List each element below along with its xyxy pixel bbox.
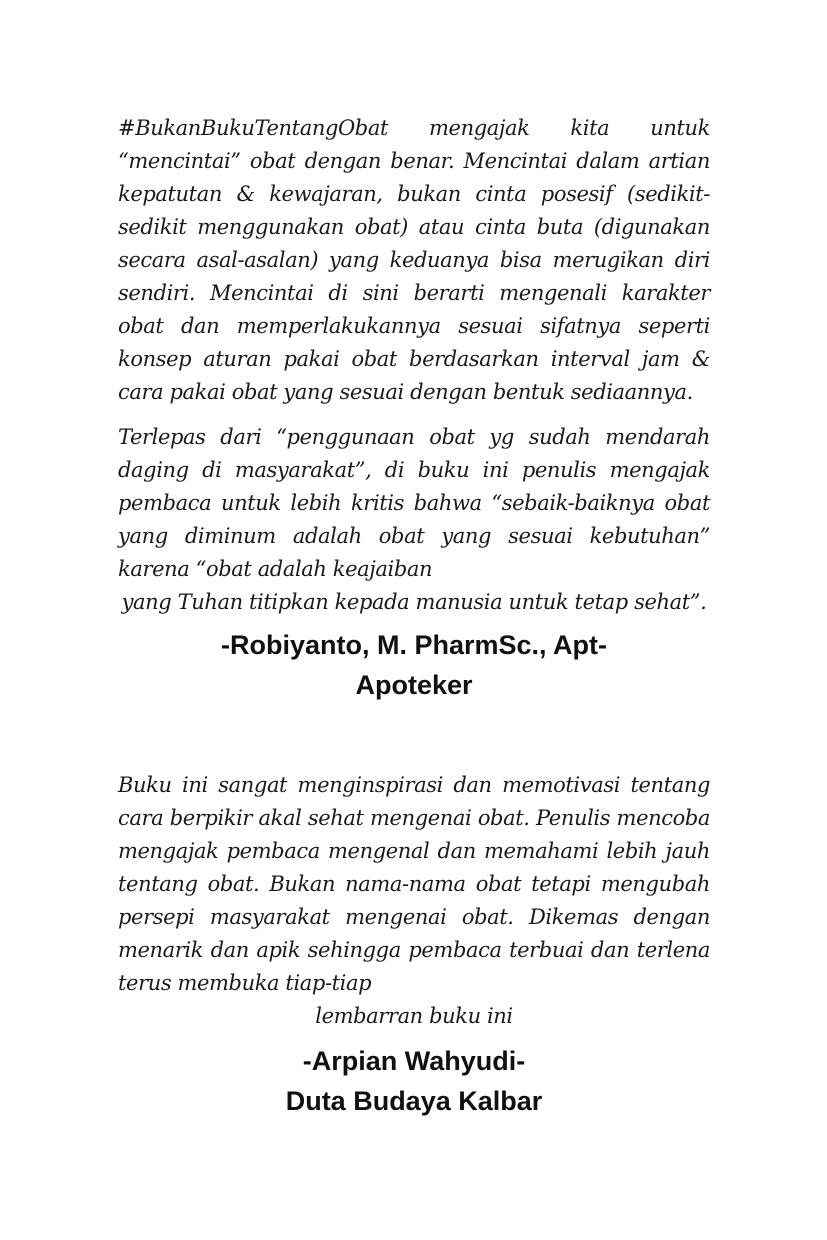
- testimonial-1: [118, 112, 710, 705]
- testimonial-2: [118, 769, 710, 1121]
- testimonial-1-author: -Robiyanto, M. PharmSc., Apt-: [220, 630, 607, 660]
- testimonial-2-paragraph-1-body: Buku ini sangat menginspirasi dan memotivasi tentang cara berpikir akal sehat mengenai obat. Penulis mencoba mengajak pembaca mengenal dan memahami lebih jauh tentang obat. Bukan nama-nama obat tetapi mengubah persepi masyarakat mengenai obat. Dikemas dengan menarik dan apik sehingga pembaca terbuai dan terlena terus membuka tiap-tiap: [118, 773, 710, 995]
- page-content: [118, 112, 710, 1121]
- testimonial-1-paragraph-2: [118, 421, 710, 619]
- testimonial-1-role: Apoteker: [355, 670, 473, 700]
- section-spacer: [118, 705, 710, 769]
- testimonial-1-paragraph-1: #BukanBukuTentangObat mengajak kita untuk “mencintai” obat dengan benar. Mencintai dalam artian kepatutan & kewajaran, bukan cinta posesif (sedikit-sedikit menggunakan obat) atau cinta buta (digunakan secara asal-asalan) yang keduanya bisa merugikan diri sendiri. Mencintai di sini berarti mengenali karakter obat dan memperlakukannya sesuai sifatnya seperti konsep aturan pakai obat berdasarkan interval jam & cara pakai obat yang sesuai dengan bentuk sediaannya.: [118, 116, 710, 404]
- testimonial-2-paragraph-1-closing-line: lembarran buku ini: [315, 1004, 513, 1028]
- testimonial-2-paragraph-1: [118, 769, 710, 1033]
- testimonial-2-role: Duta Budaya Kalbar: [285, 1086, 543, 1116]
- testimonial-1-paragraph-2-closing-line: yang Tuhan titipkan kepada manusia untuk tetap sehat”.: [121, 590, 707, 614]
- testimonial-2-author: -Arpian Wahyudi-: [302, 1046, 526, 1076]
- testimonial-1-paragraph-2-body: Terlepas dari “penggunaan obat yg sudah mendarah daging di masyarakat”, di buku ini penulis mengajak pembaca untuk lebih kritis bahwa “sebaik-baiknya obat yang diminum adalah obat yang sesuai kebutuhan” karena “obat adalah keajaiban: [118, 425, 710, 581]
